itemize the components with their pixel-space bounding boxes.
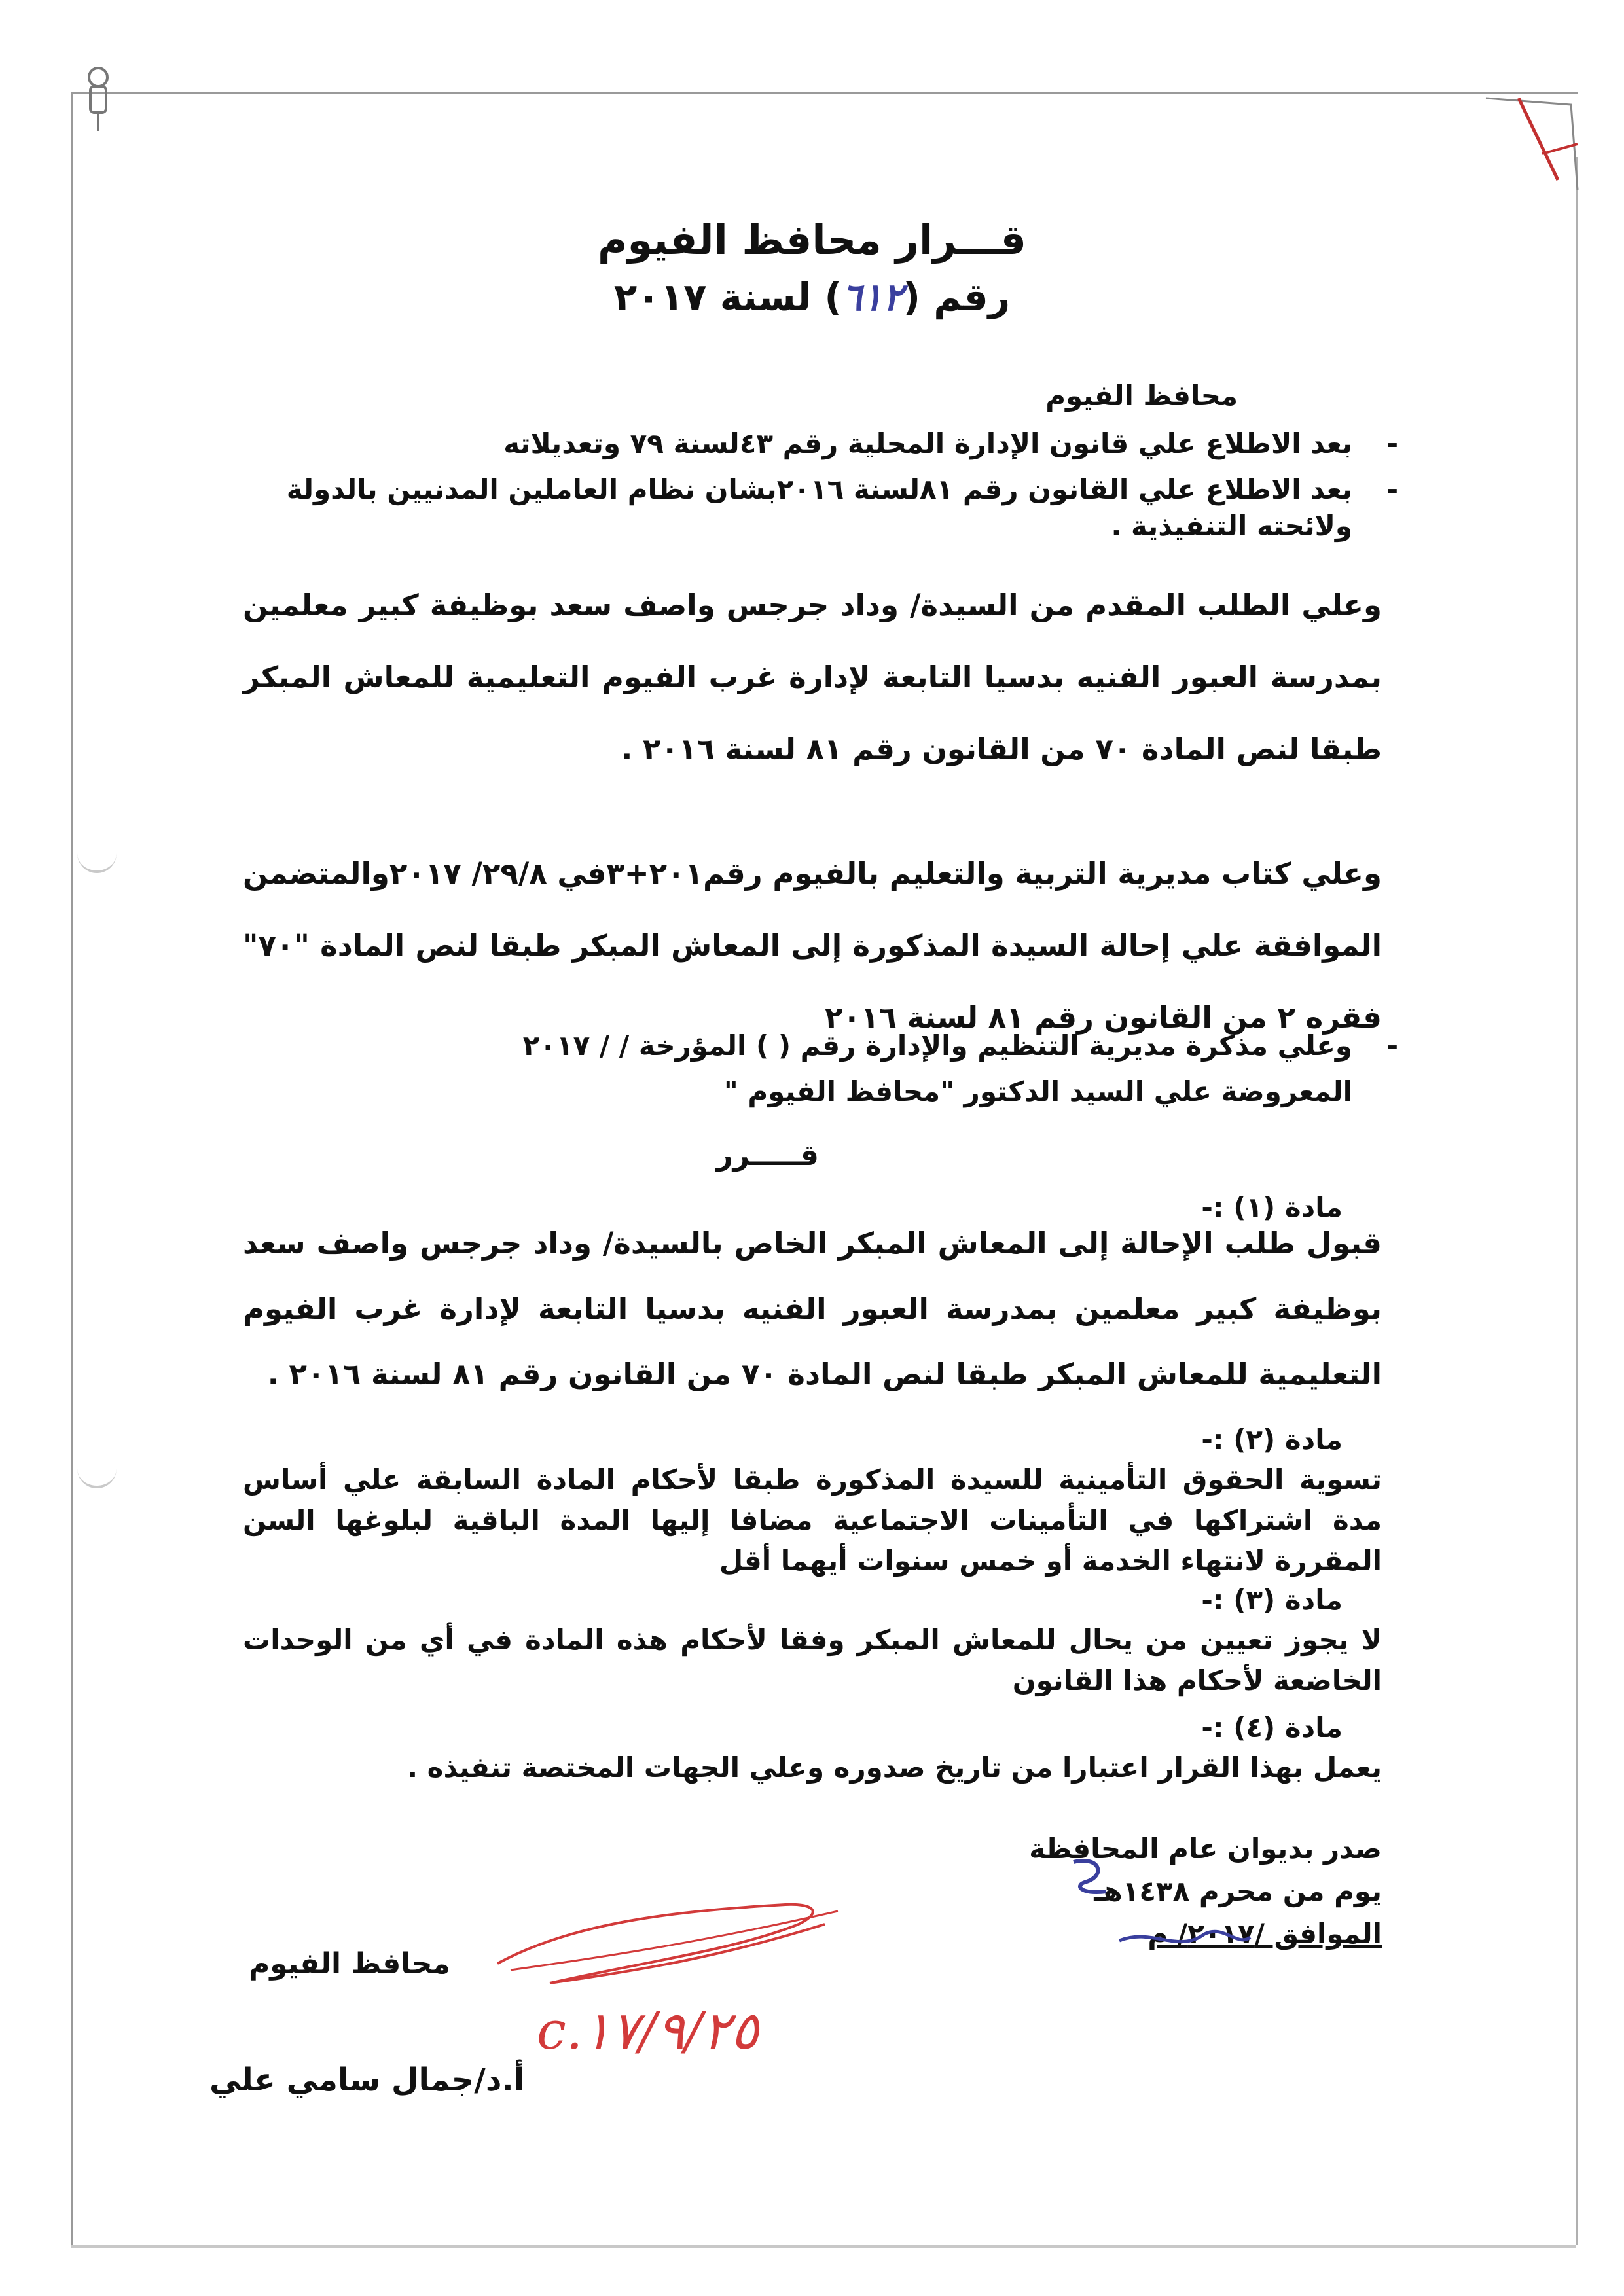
signature-title: محافظ الفيوم (249, 1947, 450, 1981)
preamble-item: - بعد الاطلاع علي القانون رقم ٨١لسنة ٢٠١٦بشان نظام العاملين المدنيين بالدولة ولائحته التنفيذية . (286, 473, 1398, 542)
decision-heading: قـــــرر (716, 1139, 819, 1172)
request-paragraph: وعلي الطلب المقدم من السيدة/ وداد جرجس واصف سعد بوظيفة كبير معلمين بمدرسة العبور الفنيه بدسيا التابعة لإدارة غرب الفيوم التعليمية للمعاش المبكر طبقا لنص المادة ٧٠ من القانون رقم ٨١ لسنة ٢٠١٦ . (243, 588, 1382, 766)
memo-line: - وعلي مذكرة مديرية التنظيم والإدارة رقم ( ) المؤرخة / / ٢٠١٧ (522, 1030, 1398, 1062)
svg-text:c.١٧/٩/٢٥: c.١٧/٩/٢٥ (537, 2000, 759, 2061)
decree-number: رقم (٦١٢) لسنة ٢٠١٧ (613, 275, 1011, 319)
decree-number-value: ٦١٢ (842, 275, 903, 319)
article-text: لا يجوز تعيين من يحال للمعاش المبكر وفقا لأحكام هذه المادة في أي من الوحدات الخاضعة لأحكام هذا القانون (243, 1624, 1382, 1696)
handwritten-date-mark (1113, 1921, 1257, 1973)
signature-name: أ.د/جمال سامي علي (209, 2062, 525, 2098)
folded-corner-icon (1479, 92, 1584, 196)
article-label: مادة (٢) :- (1201, 1424, 1343, 1456)
preamble-item: - بعد الاطلاع علي قانون الإدارة المحلية رقم ٤٣لسنة ٧٩ وتعديلاته (503, 427, 1398, 459)
pin-icon (79, 65, 118, 137)
handwritten-day-mark (1060, 1849, 1119, 1901)
article-label: مادة (١) :- (1201, 1191, 1343, 1223)
issued-day-line: يوم من محرم ١٤٣٨هـ (1094, 1875, 1382, 1907)
issued-line: صدر بديوان عام المحافظة (1029, 1833, 1382, 1865)
article-text: يعمل بهذا القرار اعتبارا من تاريخ صدوره وعلي الجهات المختصة تنفيذه . (407, 1751, 1382, 1784)
letter-paragraph: وعلي كتاب مديرية التربية والتعليم بالفيوم رقم٢٠١+٣في ٢٩/٨/ ٢٠١٧والمتضمن الموافقة علي إحالة السيدة المذكورة إلى المعاش المبكر طبقا لنص المادة "٧٠" فقره ٢ من القانون رقم ٨١ لسنة ٢٠١٦ (243, 856, 1382, 1035)
article-label: مادة (٣) :- (1201, 1584, 1343, 1616)
handwritten-signature (471, 1885, 877, 2094)
article-label: مادة (٤) :- (1201, 1712, 1343, 1744)
decree-title: قـــرار محافظ الفيوم (598, 216, 1026, 264)
article-text: تسوية الحقوق التأمينية للسيدة المذكورة طبقا لأحكام المادة السابقة علي أساس مدة اشتراكها في التأمينات الاجتماعية مضافا إليها المدة الباقية لبلوغها السن المقررة لانتهاء الخدمة أو خمس سنوات أيهما أقل (243, 1463, 1382, 1577)
memo-line-2: المعروضة علي السيد الدكتور "محافظ الفيوم " (723, 1075, 1352, 1107)
article-text: قبول طلب الإحالة إلى المعاش المبكر الخاص بالسيدة/ وداد جرجس واصف سعد بوظيفة كبير معلمين بمدرسة العبور الفنيه بدسيا التابعة لإدارة غرب الفيوم التعليمية للمعاش المبكر طبقا لنص المادة ٧٠ من القانون رقم ٨١ لسنة ٢٠١٦ . (243, 1226, 1382, 1391)
page-border-bottom (71, 2245, 1576, 2248)
page-border-right (1576, 157, 1578, 2245)
issued-date-line: الموافق /٢٠١٧/ م (1147, 1918, 1382, 1950)
governor-label: محافظ الفيوم (1045, 380, 1238, 412)
